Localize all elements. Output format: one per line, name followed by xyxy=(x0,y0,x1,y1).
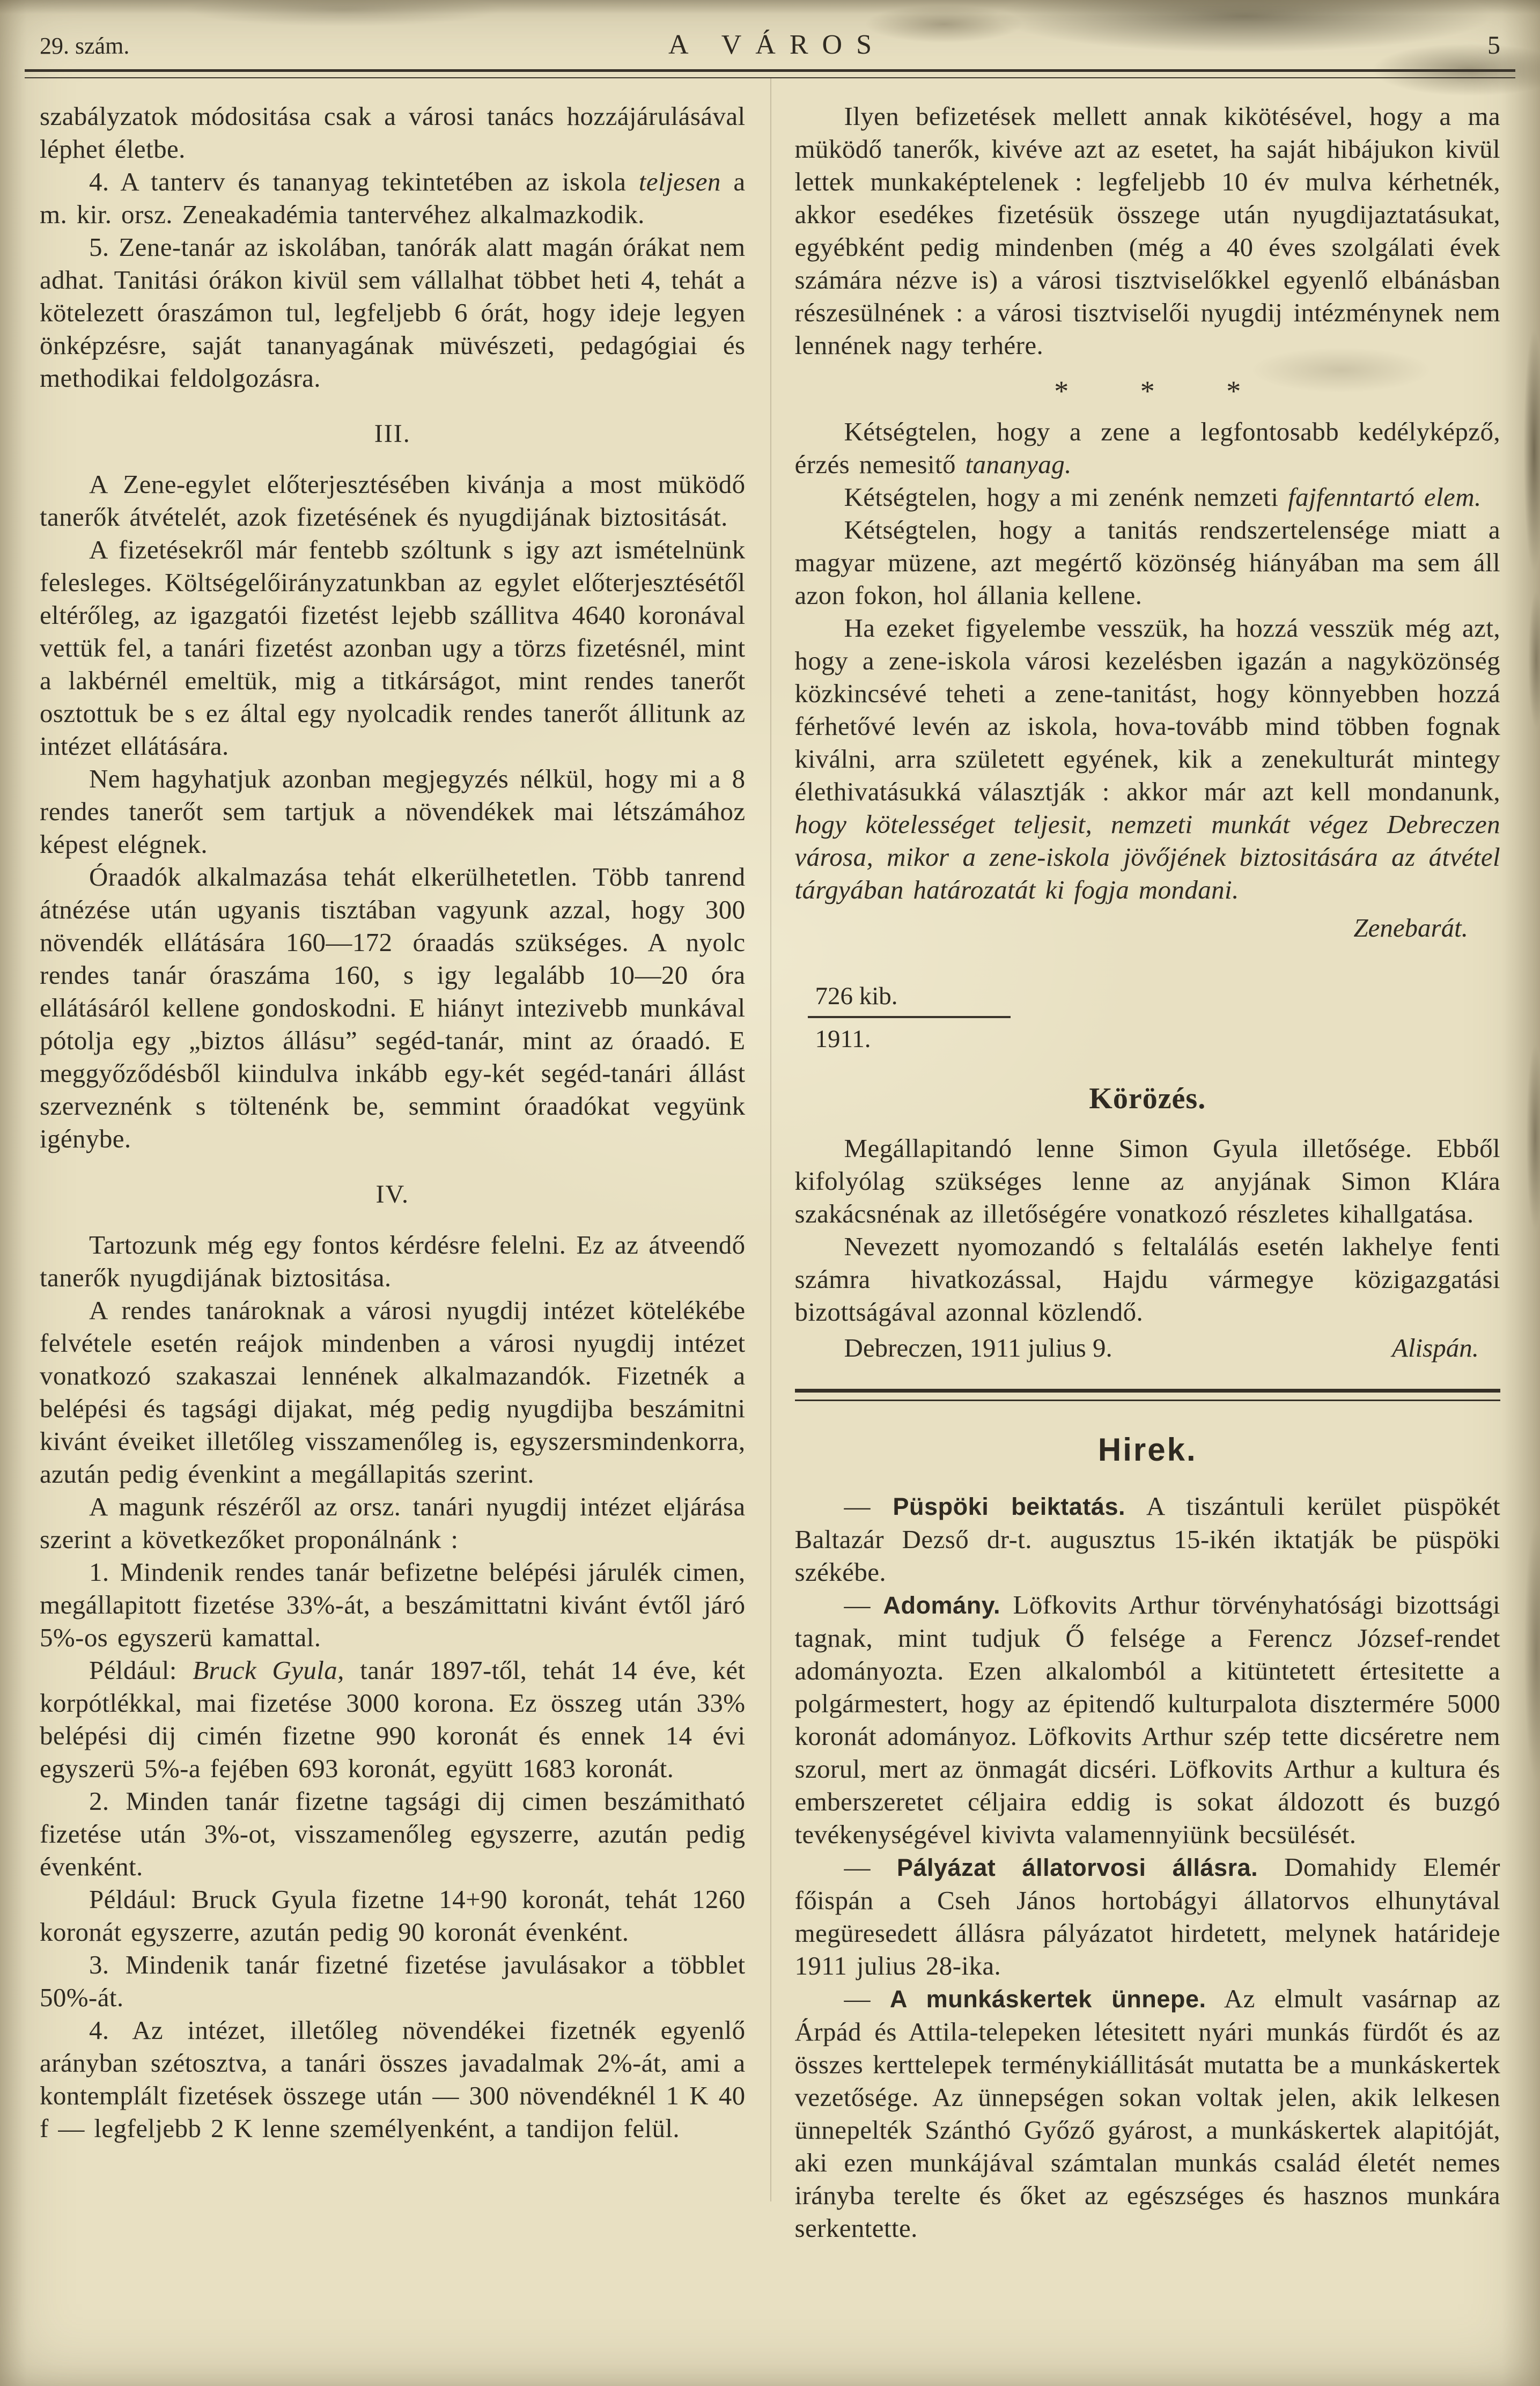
text-segment: A Zene-egylet előterjesztésében kivánja a most müködő tanerők átvételét, azok fizetésének és nyugdijának biztositását. xyxy=(40,469,746,532)
paragraph xyxy=(795,612,1501,906)
paragraph xyxy=(795,100,1501,362)
text-segment: 2. Minden tanár fizetne tagsági dij cimen beszámitható fizetése után 3%-ot, visszamenőleg egyszerre, azután pedig évenként. xyxy=(40,1786,746,1881)
page-number: 5 xyxy=(1487,31,1500,60)
paragraph xyxy=(795,1230,1501,1328)
paragraph xyxy=(40,1294,746,1490)
paragraph xyxy=(40,1556,746,1654)
text-segment: 4. Az intézet, illetőleg növendékei fizetnék egyenlő arányban szétosztva, a tanári összes javadalmak 2%-át, ami a kontemplált fizetések összege után — 300 növendéknél 1 K 40 f — legfeljebb 2 K lenne személyenként, a tandijon felül. xyxy=(40,2015,746,2143)
paragraph xyxy=(40,468,746,533)
text-segment: Kétségtelen, hogy a zene a legfontosabb kedélyképző, érzés nemesitő xyxy=(794,417,1500,479)
file-year: 1911. xyxy=(815,1025,871,1054)
text-segment: A rendes tanároknak a városi nyugdij intézet kötelékébe felvétele esetén reájok mindenben a városi nyugdij intézet vonatkozó szakaszai lennének alkalmazandók. Fizetnék a belépési és tagsági dijakat, még pedig nyugdijba beszámitni kivánt éveiket illetőleg visszamenőleg is, egyszersmindenkorra, azután pedig évenkint a megállapitás szerint. xyxy=(40,1295,746,1489)
section-heading: IV. xyxy=(375,1180,409,1209)
signature-alispan: Alispán. xyxy=(1392,1333,1479,1363)
text-segment: a m. kir. orsz. Zeneakadémia tantervéhez alkalmazkodik. xyxy=(40,167,746,229)
news-section-heading: Hirek. xyxy=(1097,1432,1197,1468)
page-columns xyxy=(0,78,1540,2244)
text-segment: Domahidy Elemér főispán a Cseh János hortobágyi állatorvos elhunytával megüresedett állásra pályázatot hirdetett, melynek határideje 1911 julius 28-ika. xyxy=(794,1852,1500,1981)
left-column xyxy=(40,100,746,2244)
text-segment: 4. A tanterv és tananyag tekintetében az iskola xyxy=(89,167,639,196)
news-item xyxy=(795,1851,1501,1982)
news-lead: A munkáskertek ünnepe. xyxy=(889,1985,1206,2013)
news-item xyxy=(795,1490,1501,1588)
news-lead: Püspöki beiktatás. xyxy=(893,1493,1126,1521)
text-segment: A magunk részéről az orsz. tanári nyugdij intézet eljárása szerint a következőket proponálnánk : xyxy=(40,1492,746,1554)
news-lead: Adomány. xyxy=(883,1592,1000,1619)
text-segment: 5. Zene-tanár az iskolában, tanórák alatt magán órákat nem adhat. Tanitási órákon kivül sem vállalhat többet heti 4, tehát a kötelezett óraszámon tul, legfeljebb 6 órát, hogy ideje legyen önképzésre, saját tananyagának müvészeti, pedagógiai és methodikai feldolgozásra. xyxy=(40,232,746,393)
italic-text-segment: hogy kötelességet teljesit, nemzeti munkát végez Debreczen városa, mikor a zene-iskola jövőjének biztositására az átvétel tárgyában határozatát ki fogja mondani. xyxy=(794,809,1500,904)
italic-text-segment: teljesen xyxy=(638,167,721,196)
text-segment: Például: Bruck Gyula fizetne 14+90 koronát, tehát 1260 koronát egyszerre, azután pedig 90 koronát évenként. xyxy=(40,1884,746,1947)
paragraph xyxy=(795,513,1501,612)
paragraph xyxy=(40,165,746,231)
text-segment: A tiszántuli kerület püspökét Baltazár Dezső dr-t. augusztus 15-ikén iktatják be püspöki székébe. xyxy=(794,1491,1500,1587)
text-segment: Löfkovits Arthur törvényhatósági bizottsági tagnak, mint tudjuk Ő felsége a Ferencz József-rendet adományozta. Ezen alkalomból a kitüntetett értesitette a polgármestert, hogy az épitendő kulturpalota disztermére 5000 koronát adományoz. Löfkovits Arthur szép tette dicséretre nem szorul, mert az önmagát dicséri. Löfkovits Arthur a kultura és emberszeretet céljaira eddig is sokat áldozott és buzgó tevékenységével kivivta valamennyiünk becsülését. xyxy=(794,1590,1500,1850)
text-segment: szabályzatok módositása csak a városi tanács hozzájárulásával léphet életbe. xyxy=(40,101,746,164)
paragraph xyxy=(40,762,746,860)
text-segment: — xyxy=(844,1590,883,1620)
italic-text-segment: fajfenntartó elem. xyxy=(1288,482,1482,512)
paragraph xyxy=(40,2014,746,2145)
text-segment: Az elmult vasárnap az Árpád és Attila-telepeken létesitett nyári munkás fürdőt és az összes kerttelepek terménykiállitását mutatta be a munkáskertek vezetősége. Az ünnepségen sokan voltak jelen, akik lelkesen ünnepelték Szánthó Győző gyárost, a munkáskertek alapitóját, aki ezen munkájával számtalan munkás család életét nemes irányba terelte és őket az egészséges és hasznos munkára serkentette. xyxy=(794,1984,1500,2243)
text-segment: Ha ezeket figyelembe vesszük, ha hozzá vesszük még azt, hogy a zene-iskola városi kezelésben igazán a nagyközönség közkincsévé teheti a zene-tanitást, hogy könnyebben hozzá férhetővé levén az iskola, hova-tovább mind többen fognak kiválni, arra született egyének, kik a zenekulturát mintegy élethivatásukká választják : akkor már azt kell mondanunk, xyxy=(794,613,1500,806)
paragraph xyxy=(40,231,746,394)
section-heading: III. xyxy=(374,419,411,448)
text-segment: 3. Mindenik tanár fizetné fizetése javulásakor a többlet 50%-át. xyxy=(40,1950,746,2012)
asterisk-divider: * * * xyxy=(1054,375,1273,407)
text-segment: Kétségtelen, hogy a mi zenénk nemzeti xyxy=(844,482,1288,512)
masthead xyxy=(0,0,1540,61)
text-segment: A fizetésekről már fentebb szóltunk s igy azt ismételnünk felesleges. Költségelőirányzatunkban az egylet előterjesztésétől eltérőleg, az igazgatói fizetést lejebb szállitva 4640 koronával vettük fel, a tanári fizetést azonban ugy a törzs fizetésnél, mint a lakbérnél emeltük, mig a titkárságot, mint rendes tanerőt osztottuk be s ez által egy nyolcadik rendes tanerőt állitunk az intézet ellátására. xyxy=(40,535,746,761)
dateline: Debreczen, 1911 julius 9. xyxy=(844,1333,1112,1363)
text-segment: Ilyen befizetések mellett annak kikötésével, hogy a ma müködő tanerők, kivéve azt az esetet, ha saját hibájukon kivül lettek munkaképtelenek : legfeljebb 10 év mulva kérhetnék, akkor esedékes fizetésük összege után nyugdijaztatásukat, egyébként pedig mindenben (még a 40 éves szolgálati évek számára nézve is) a városi tisztviselőkkel egyenlő elbánásban részesülnének : a városi tisztviselői nyugdij intézménynek nem lennének nagy terhére. xyxy=(794,101,1500,360)
right-column xyxy=(795,100,1501,2244)
paragraph xyxy=(40,1883,746,1948)
paragraph xyxy=(40,533,746,762)
news-lead: Pályázat állatorvosi állásra. xyxy=(896,1854,1258,1882)
text-segment: Nevezett nyomozandó s feltalálás esetén lakhelye fenti számra hivatkozással, Hajdu vármegye közigazgatási bizottságával azonnal közlendő. xyxy=(794,1232,1500,1327)
paragraph xyxy=(795,1132,1501,1230)
text-segment: Tartozunk még egy fontos kérdésre felelni. Ez az átveendő tanerők nyugdijának biztositása. xyxy=(40,1230,746,1292)
news-item xyxy=(795,1982,1501,2244)
paragraph xyxy=(40,100,746,165)
paragraph xyxy=(795,415,1501,481)
paragraph xyxy=(40,1654,746,1785)
text-segment: Kétségtelen, hogy a tanitás rendszertelensége miatt a magyar müzene, azt megértő közönség hiányában ma sem áll azon fokon, hol állania kellene. xyxy=(794,515,1500,610)
paragraph xyxy=(40,1948,746,2014)
section-divider-rule xyxy=(795,1389,1501,1401)
article-heading-korozes: Körözés. xyxy=(1089,1082,1206,1116)
newspaper-title: A VÁROS xyxy=(668,30,886,60)
text-segment: 1. Mindenik rendes tanár befizetne belépési járulék cimen, megállapitott fizetése 33%-át, a beszámittatni kivánt évtől járó 5%-os egyszerü kamattal. xyxy=(40,1557,746,1652)
paragraph xyxy=(40,1228,746,1294)
text-segment: — xyxy=(844,1852,897,1882)
dateline-row xyxy=(795,1331,1501,1364)
text-segment: Nem hagyhatjuk azonban megjegyzés nélkül, hogy mi a 8 rendes tanerőt sem tartjuk a növendékek mai létszámához képest elégnek. xyxy=(40,764,746,859)
masthead-rule xyxy=(25,69,1515,78)
italic-text-segment: tananyag. xyxy=(965,450,1072,479)
text-segment: — xyxy=(844,1491,893,1521)
signature-zenebarat: Zenebarát. xyxy=(1353,913,1468,942)
news-item xyxy=(795,1588,1501,1851)
text-segment: Például: xyxy=(89,1655,193,1685)
paragraph xyxy=(40,860,746,1155)
file-number: 726 kib. xyxy=(808,982,1011,1018)
file-reference xyxy=(808,982,1501,1054)
paragraph xyxy=(795,481,1501,513)
text-segment: Óraadók alkalmazása tehát elkerülhetetlen. Több tanrend átnézése után ugyanis tisztában vagyunk azzal, hogy 300 növendék ellátására 160—172 óraadás szükséges. A nyolc rendes tanár óraszáma 160, s igy legalább 10—20 óra ellátásáról kellene gondoskodni. E hiányt intezivebb munkával pótolja egy „biztos állásu” segéd-tanár, mint az óraadó. E meggyőződésből kiindulva inkább egy-két segéd-tanári állást szerveznénk s töltenénk be, semmint óraadókat vegyünk igénybe. xyxy=(40,862,746,1153)
text-segment: — xyxy=(844,1984,890,2014)
paragraph xyxy=(40,1490,746,1556)
text-segment: tanár 1897-től, tehát 14 éve, két korpótlékkal, mai fizetése 3000 korona. Ez összeg után 33% belépési dij cimén fizetne 990 koronát és ennek 14 évi egyszerü 5%-a fejében 693 koronát, együtt 1683 koronát. xyxy=(40,1655,746,1783)
italic-text-segment: Bruck Gyula, xyxy=(193,1655,344,1685)
issue-number: 29. szám. xyxy=(40,33,130,59)
text-segment: Megállapitandó lenne Simon Gyula illetősége. Ebből kifolyólag szükséges lenne az anyjának Simon Klára szakácsnénak az illetőségére vonatkozó részletes kihallgatása. xyxy=(794,1133,1500,1229)
paragraph xyxy=(40,1785,746,1883)
